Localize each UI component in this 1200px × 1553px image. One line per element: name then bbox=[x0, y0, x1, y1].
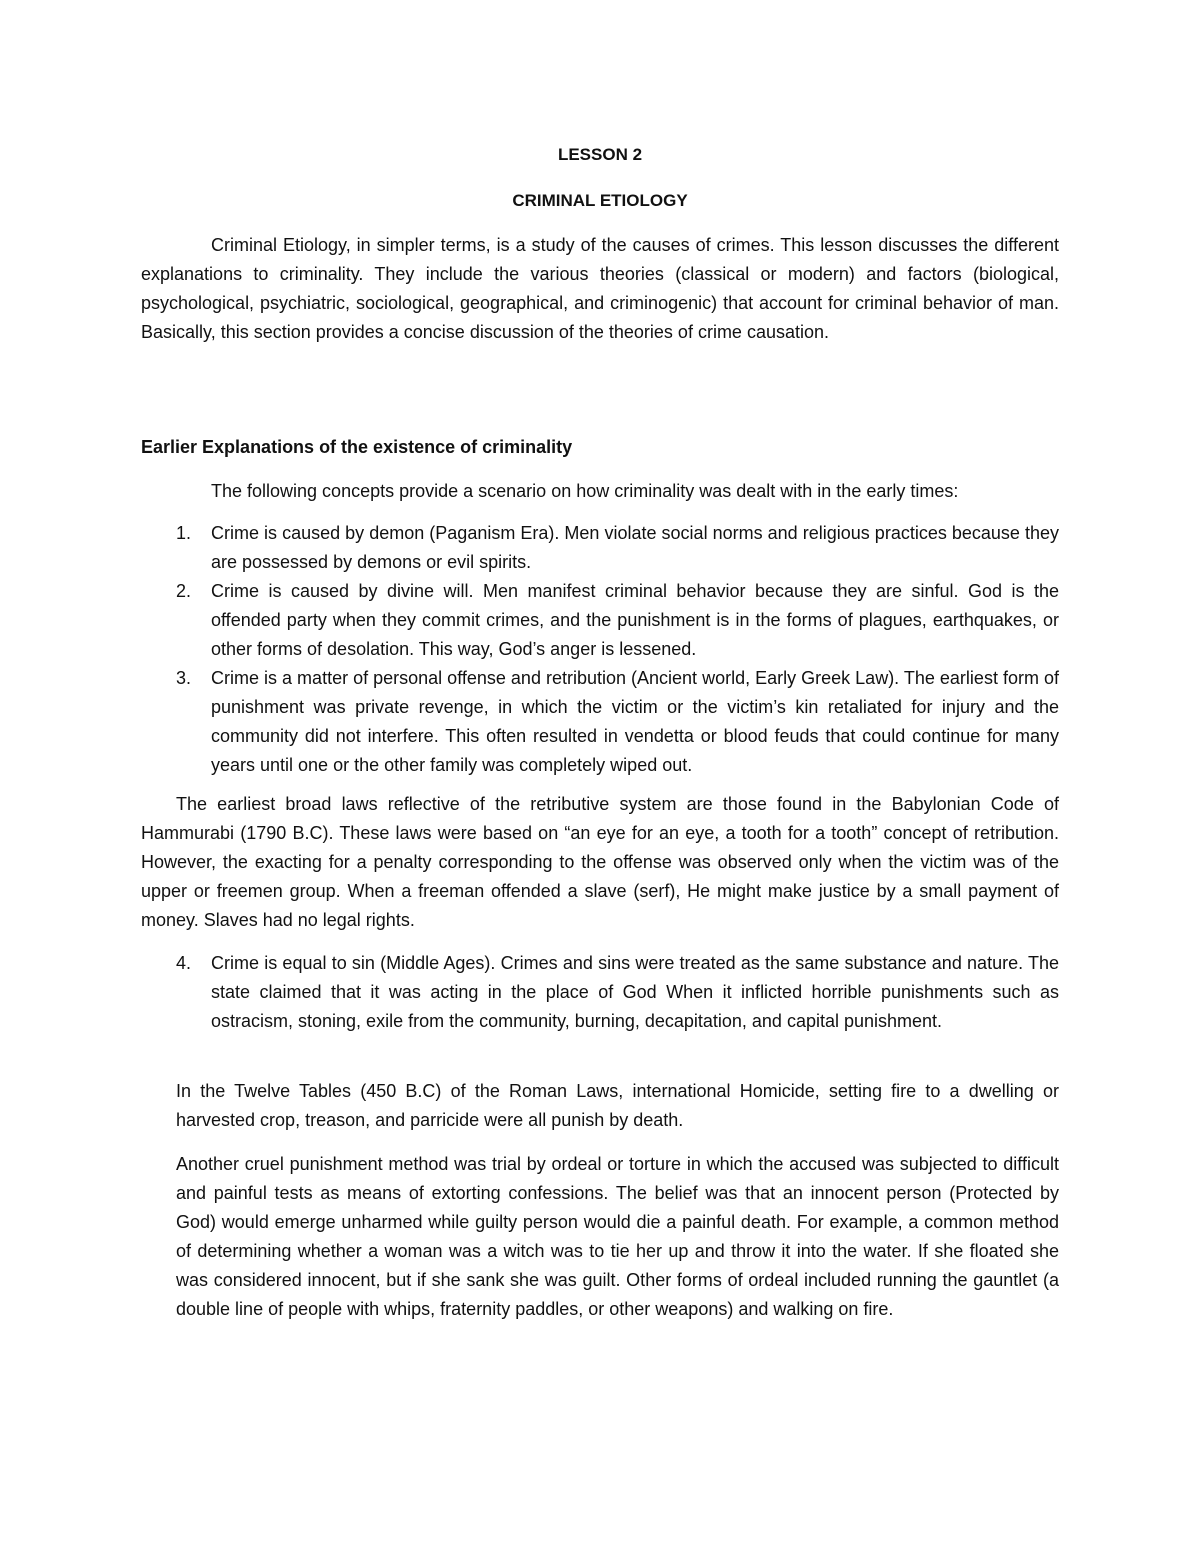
list-item-text: Crime is caused by demon (Paganism Era). Men violate social norms and religious practices because they are possessed by demons or evil spirits. bbox=[211, 523, 1059, 572]
list-item-number: 1. bbox=[176, 523, 192, 543]
intro-paragraph: Criminal Etiology, in simpler terms, is a study of the causes of crimes. This lesson discusses the different explanations to criminality. They include the various theories (classical or modern) and factors (biological, psychological, psychiatric, sociological, geographical, and criminogenic) that account for criminal behavior of man. Basically, this section provides a concise discussion of the theories of crime causation. bbox=[141, 235, 1059, 342]
list-item bbox=[141, 664, 1059, 780]
lesson-label: LESSON 2 bbox=[557, 145, 643, 164]
list-item-text: Crime is a matter of personal offense and retribution (Ancient world, Early Greek Law). The earliest form of punishment was private revenge, in which the victim or the victim’s kin retaliated for injury and the community did not interfere. This often resulted in vendetta or blood feuds that could continue for many years until one or the other family was completely wiped out. bbox=[211, 668, 1059, 775]
list-item-number: 3. bbox=[176, 668, 192, 688]
list-item-text: Crime is equal to sin (Middle Ages). Crimes and sins were treated as the same substance and nature. The state claimed that it was acting in the place of God When it inflicted horrible punishments such as ostracism, stoning, exile from the community, burning, decapitation, and capital punishment. bbox=[211, 953, 1059, 1031]
section-heading: Earlier Explanations of the existence of criminality bbox=[141, 437, 573, 457]
ordeal-paragraph: Another cruel punishment method was trial by ordeal or torture in which the accused was subjected to difficult and painful tests as means of extorting confessions. The belief was that an innocent person (Protected by God) would emerge unharmed while guilty person would die a painful death. For example, a common method of determining whether a woman was a witch was to tie her up and throw it into the water. If she floated she was considered innocent, but if she sank she was guilt. Other forms of ordeal included running the gauntlet (a double line of people with whips, fraternity paddles, or other weapons) and walking on fire. bbox=[176, 1154, 1059, 1319]
list-item bbox=[141, 949, 1059, 1036]
list-item bbox=[141, 519, 1059, 577]
twelve-tables-paragraph: In the Twelve Tables (450 B.C) of the Roman Laws, international Homicide, setting fire to a dwelling or harvested crop, treason, and parricide were all punish by death. bbox=[176, 1081, 1059, 1130]
list-item-number: 4. bbox=[176, 953, 192, 973]
page-title: CRIMINAL ETIOLOGY bbox=[512, 191, 688, 210]
list-item-text: Crime is caused by divine will. Men manifest criminal behavior because they are sinful. God is the offended party when they commit crimes, and the punishment is in the forms of plagues, earthquakes, or other forms of desolation. This way, God’s anger is lessened. bbox=[211, 581, 1059, 659]
section-lead: The following concepts provide a scenario on how criminality was dealt with in the early times: bbox=[211, 481, 959, 501]
list-item bbox=[141, 577, 1059, 664]
early-concepts-list bbox=[141, 519, 1059, 780]
middle-ages-list bbox=[141, 949, 1059, 1036]
list-item-number: 2. bbox=[176, 581, 192, 601]
hammurabi-paragraph: The earliest broad laws reflective of the retributive system are those found in the Babylonian Code of Hammurabi (1790 B.C). These laws were based on “an eye for an eye, a tooth for a tooth” concept of retribution. However, the exacting for a penalty corresponding to the offense was observed only when the victim was of the upper or freemen group. When a freeman offended a slave (serf), He might make justice by a small payment of money. Slaves had no legal rights. bbox=[141, 794, 1059, 930]
